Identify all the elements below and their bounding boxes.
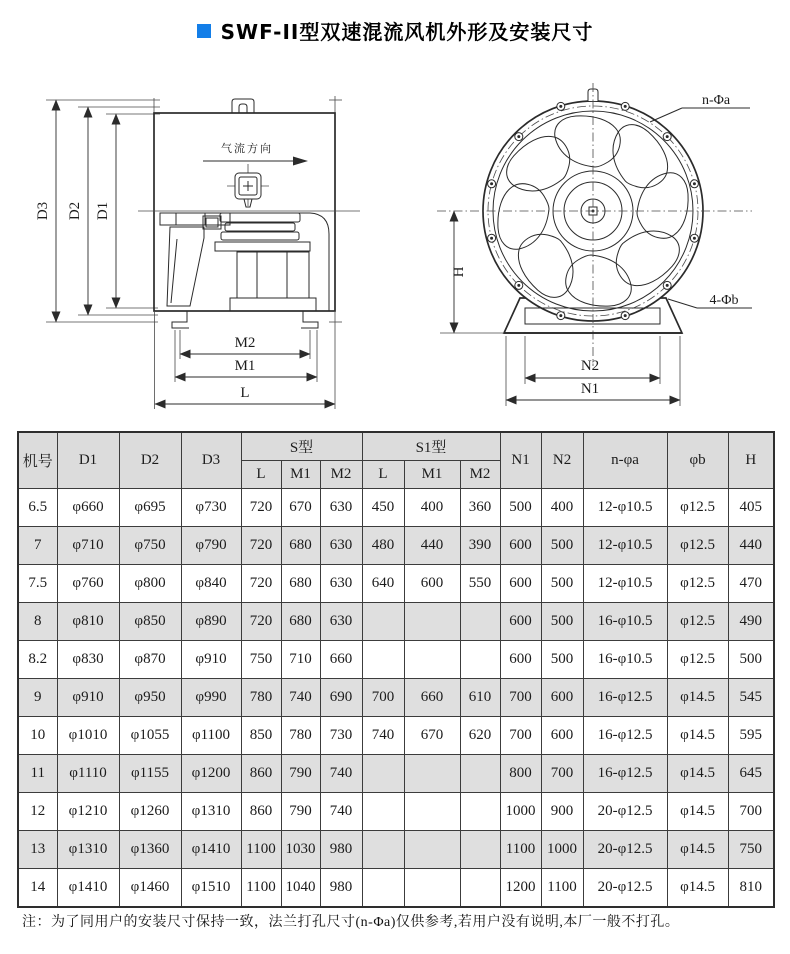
spec-cell: φ1055 [119,717,181,755]
table-row [18,489,774,527]
dim-label-d2: D2 [67,201,83,221]
spec-cell: 595 [728,717,774,755]
dimension-drawing [0,56,790,428]
header-d1: D1 [57,432,119,489]
dim-label-h: H [451,266,467,278]
spec-cell: 20-φ12.5 [583,869,667,908]
spec-cell: 20-φ12.5 [583,831,667,869]
spec-cell: 780 [241,679,281,717]
spec-cell: 620 [460,717,500,755]
spec-cell: 980 [320,869,362,908]
spec-cell: 500 [541,565,583,603]
spec-cell: φ810 [57,603,119,641]
airflow-arrow-icon [293,157,308,166]
spec-cell: φ14.5 [667,869,728,908]
table-row [18,869,774,908]
spec-cell: 690 [320,679,362,717]
spec-cell: 800 [500,755,541,793]
spec-cell: 730 [320,717,362,755]
header-phi-b: φb [667,432,728,489]
spec-cell: 1100 [500,831,541,869]
spec-cell: 850 [241,717,281,755]
spec-cell: 700 [362,679,404,717]
spec-cell: 630 [320,489,362,527]
spec-cell: 1100 [241,869,281,908]
spec-cell: φ1155 [119,755,181,793]
flange-holes-label: n-Φa [701,93,731,108]
spec-cell: 12-φ10.5 [583,527,667,565]
spec-cell: φ1200 [181,755,241,793]
spec-cell: 660 [404,679,460,717]
spec-cell: φ12.5 [667,565,728,603]
spec-cell: φ800 [119,565,181,603]
model-cell: 13 [18,831,57,869]
spec-cell: 600 [500,603,541,641]
spec-cell [362,869,404,908]
spec-cell: 16-φ12.5 [583,679,667,717]
dim-label-m2: M2 [234,335,256,351]
spec-cell: φ1310 [57,831,119,869]
spec-cell: 1000 [500,793,541,831]
spec-cell: φ910 [57,679,119,717]
spec-cell: 860 [241,755,281,793]
spec-cell: φ14.5 [667,717,728,755]
spec-cell: φ1310 [181,793,241,831]
spec-cell: 750 [728,831,774,869]
spec-cell: 720 [241,489,281,527]
table-row [18,755,774,793]
spec-cell: 600 [500,565,541,603]
header-d2: D2 [119,432,181,489]
spec-cell: φ14.5 [667,831,728,869]
spec-cell: 16-φ10.5 [583,641,667,679]
spec-cell: φ1460 [119,869,181,908]
spec-cell: φ730 [181,489,241,527]
spec-cell: 600 [500,641,541,679]
spec-cell: 740 [320,793,362,831]
spec-cell: φ840 [181,565,241,603]
spec-cell: 700 [500,717,541,755]
spec-cell [404,793,460,831]
table-row [18,565,774,603]
header-s1-type: S1型 [362,432,500,461]
spec-cell: φ710 [57,527,119,565]
spec-cell: 900 [541,793,583,831]
spec-cell [362,831,404,869]
spec-cell: 720 [241,527,281,565]
spec-cell: φ790 [181,527,241,565]
spec-cell: 400 [541,489,583,527]
spec-cell [460,793,500,831]
spec-cell: φ14.5 [667,679,728,717]
spec-cell: 550 [460,565,500,603]
base-holes-label: 4-Φb [709,293,739,308]
spec-cell: φ1410 [57,869,119,908]
spec-cell: φ1410 [181,831,241,869]
spec-cell [404,641,460,679]
spec-cell [460,831,500,869]
table-row [18,793,774,831]
table-row [18,641,774,679]
spec-cell: φ750 [119,527,181,565]
header-s1-m1: M1 [404,461,460,489]
spec-cell: φ14.5 [667,793,728,831]
side-view-drawing [35,96,360,409]
model-cell: 14 [18,869,57,908]
spec-cell: 790 [281,793,320,831]
spec-cell: φ1260 [119,793,181,831]
spec-cell: 700 [728,793,774,831]
spec-cell: 640 [362,565,404,603]
spec-cell: 670 [404,717,460,755]
spec-cell: φ910 [181,641,241,679]
spec-cell: 810 [728,869,774,908]
model-cell: 8.2 [18,641,57,679]
spec-cell: φ660 [57,489,119,527]
spec-cell: φ1510 [181,869,241,908]
spec-cell [362,755,404,793]
header-s1-m2: M2 [460,461,500,489]
spec-cell: 860 [241,793,281,831]
model-cell: 9 [18,679,57,717]
spec-cell: 1100 [241,831,281,869]
spec-cell: 645 [728,755,774,793]
spec-cell: 720 [241,603,281,641]
spec-cell: 790 [281,755,320,793]
spec-cell: 12-φ10.5 [583,489,667,527]
dim-label-l: L [240,385,250,401]
spec-cell: 740 [281,679,320,717]
dim-label-d1: D1 [95,201,111,221]
spec-cell: 470 [728,565,774,603]
header-s-type: S型 [241,432,362,461]
spec-cell: 710 [281,641,320,679]
spec-cell: 20-φ12.5 [583,793,667,831]
model-cell: 8 [18,603,57,641]
spec-cell: φ850 [119,603,181,641]
spec-table [17,431,775,908]
spec-cell: φ1010 [57,717,119,755]
spec-cell: 670 [281,489,320,527]
spec-cell: 16-φ10.5 [583,603,667,641]
page-title-row [0,16,790,45]
header-s-m1: M1 [281,461,320,489]
spec-cell: φ1100 [181,717,241,755]
spec-cell: 1100 [541,869,583,908]
spec-cell: φ990 [181,679,241,717]
spec-cell: 12-φ10.5 [583,565,667,603]
header-s1-l: L [362,461,404,489]
spec-cell: 610 [460,679,500,717]
spec-cell: 630 [320,565,362,603]
spec-cell [460,603,500,641]
spec-cell: 700 [500,679,541,717]
spec-cell: 740 [320,755,362,793]
spec-cell: 1200 [500,869,541,908]
spec-cell: 600 [541,679,583,717]
spec-cell: 16-φ12.5 [583,717,667,755]
spec-table-header [18,432,774,489]
spec-cell: 700 [541,755,583,793]
header-model: 机号 [18,432,57,489]
table-row [18,831,774,869]
model-cell: 7.5 [18,565,57,603]
header-s-m2: M2 [320,461,362,489]
spec-cell: 740 [362,717,404,755]
spec-cell: 600 [404,565,460,603]
spec-cell: 720 [241,565,281,603]
model-cell: 11 [18,755,57,793]
header-n1: N1 [500,432,541,489]
header-n2: N2 [541,432,583,489]
spec-cell [404,755,460,793]
spec-cell: 500 [541,527,583,565]
table-row [18,603,774,641]
spec-cell: 780 [281,717,320,755]
spec-cell: 630 [320,603,362,641]
spec-cell [404,831,460,869]
header-d3: D3 [181,432,241,489]
dim-label-m1: M1 [234,358,256,374]
spec-cell [362,641,404,679]
spec-cell [460,641,500,679]
spec-cell: 680 [281,527,320,565]
spec-cell: φ12.5 [667,527,728,565]
spec-cell: 1040 [281,869,320,908]
spec-cell [362,603,404,641]
spec-cell: 440 [404,527,460,565]
spec-cell: 490 [728,603,774,641]
header-h: H [728,432,774,489]
dim-label-n2: N2 [580,358,600,374]
front-view-drawing [437,83,752,406]
dim-label-d3: D3 [35,201,51,221]
spec-cell: φ12.5 [667,641,728,679]
spec-cell: φ1360 [119,831,181,869]
spec-cell: φ1210 [57,793,119,831]
spec-cell [404,869,460,908]
spec-cell: 1000 [541,831,583,869]
spec-cell: 600 [541,717,583,755]
spec-cell: 500 [500,489,541,527]
dim-label-n1: N1 [580,381,600,397]
spec-cell: φ760 [57,565,119,603]
spec-cell: 1030 [281,831,320,869]
header-n-phi-a: n-φa [583,432,667,489]
table-row [18,717,774,755]
spec-cell: 405 [728,489,774,527]
spec-table-body [18,489,774,908]
model-cell: 6.5 [18,489,57,527]
spec-cell: 500 [728,641,774,679]
model-cell: 10 [18,717,57,755]
spec-cell: 360 [460,489,500,527]
spec-cell: 500 [541,641,583,679]
model-cell: 7 [18,527,57,565]
spec-cell: 400 [404,489,460,527]
spec-cell: 750 [241,641,281,679]
spec-cell: φ870 [119,641,181,679]
spec-cell: φ695 [119,489,181,527]
spec-cell [460,755,500,793]
title-bullet-icon [197,24,211,38]
spec-cell: 980 [320,831,362,869]
spec-cell: 450 [362,489,404,527]
spec-cell: φ12.5 [667,603,728,641]
spec-cell: φ14.5 [667,755,728,793]
spec-cell: φ12.5 [667,489,728,527]
page-title: SWF-II型双速混流风机外形及安装尺寸 [220,20,594,44]
spec-cell: 680 [281,603,320,641]
spec-cell [404,603,460,641]
spec-cell: 500 [541,603,583,641]
spec-cell: 680 [281,565,320,603]
spec-cell: 545 [728,679,774,717]
footnote: 注：为了同用户的安装尺寸保持一致，法兰打孔尺寸(n-Φa)仅供参考,若用户没有说明,本厂一般不打孔。 [22,915,680,930]
spec-cell: 630 [320,527,362,565]
table-row [18,527,774,565]
airflow-direction-label: 气流方向 [221,143,273,155]
header-s-l: L [241,461,281,489]
spec-cell: 600 [500,527,541,565]
spec-cell: φ1110 [57,755,119,793]
spec-cell: 390 [460,527,500,565]
spec-cell: 660 [320,641,362,679]
spec-cell [460,869,500,908]
spec-cell: 440 [728,527,774,565]
model-cell: 12 [18,793,57,831]
spec-cell: 480 [362,527,404,565]
spec-cell [362,793,404,831]
spec-cell: φ830 [57,641,119,679]
spec-cell: φ950 [119,679,181,717]
table-row [18,679,774,717]
spec-cell: φ890 [181,603,241,641]
spec-cell: 16-φ12.5 [583,755,667,793]
